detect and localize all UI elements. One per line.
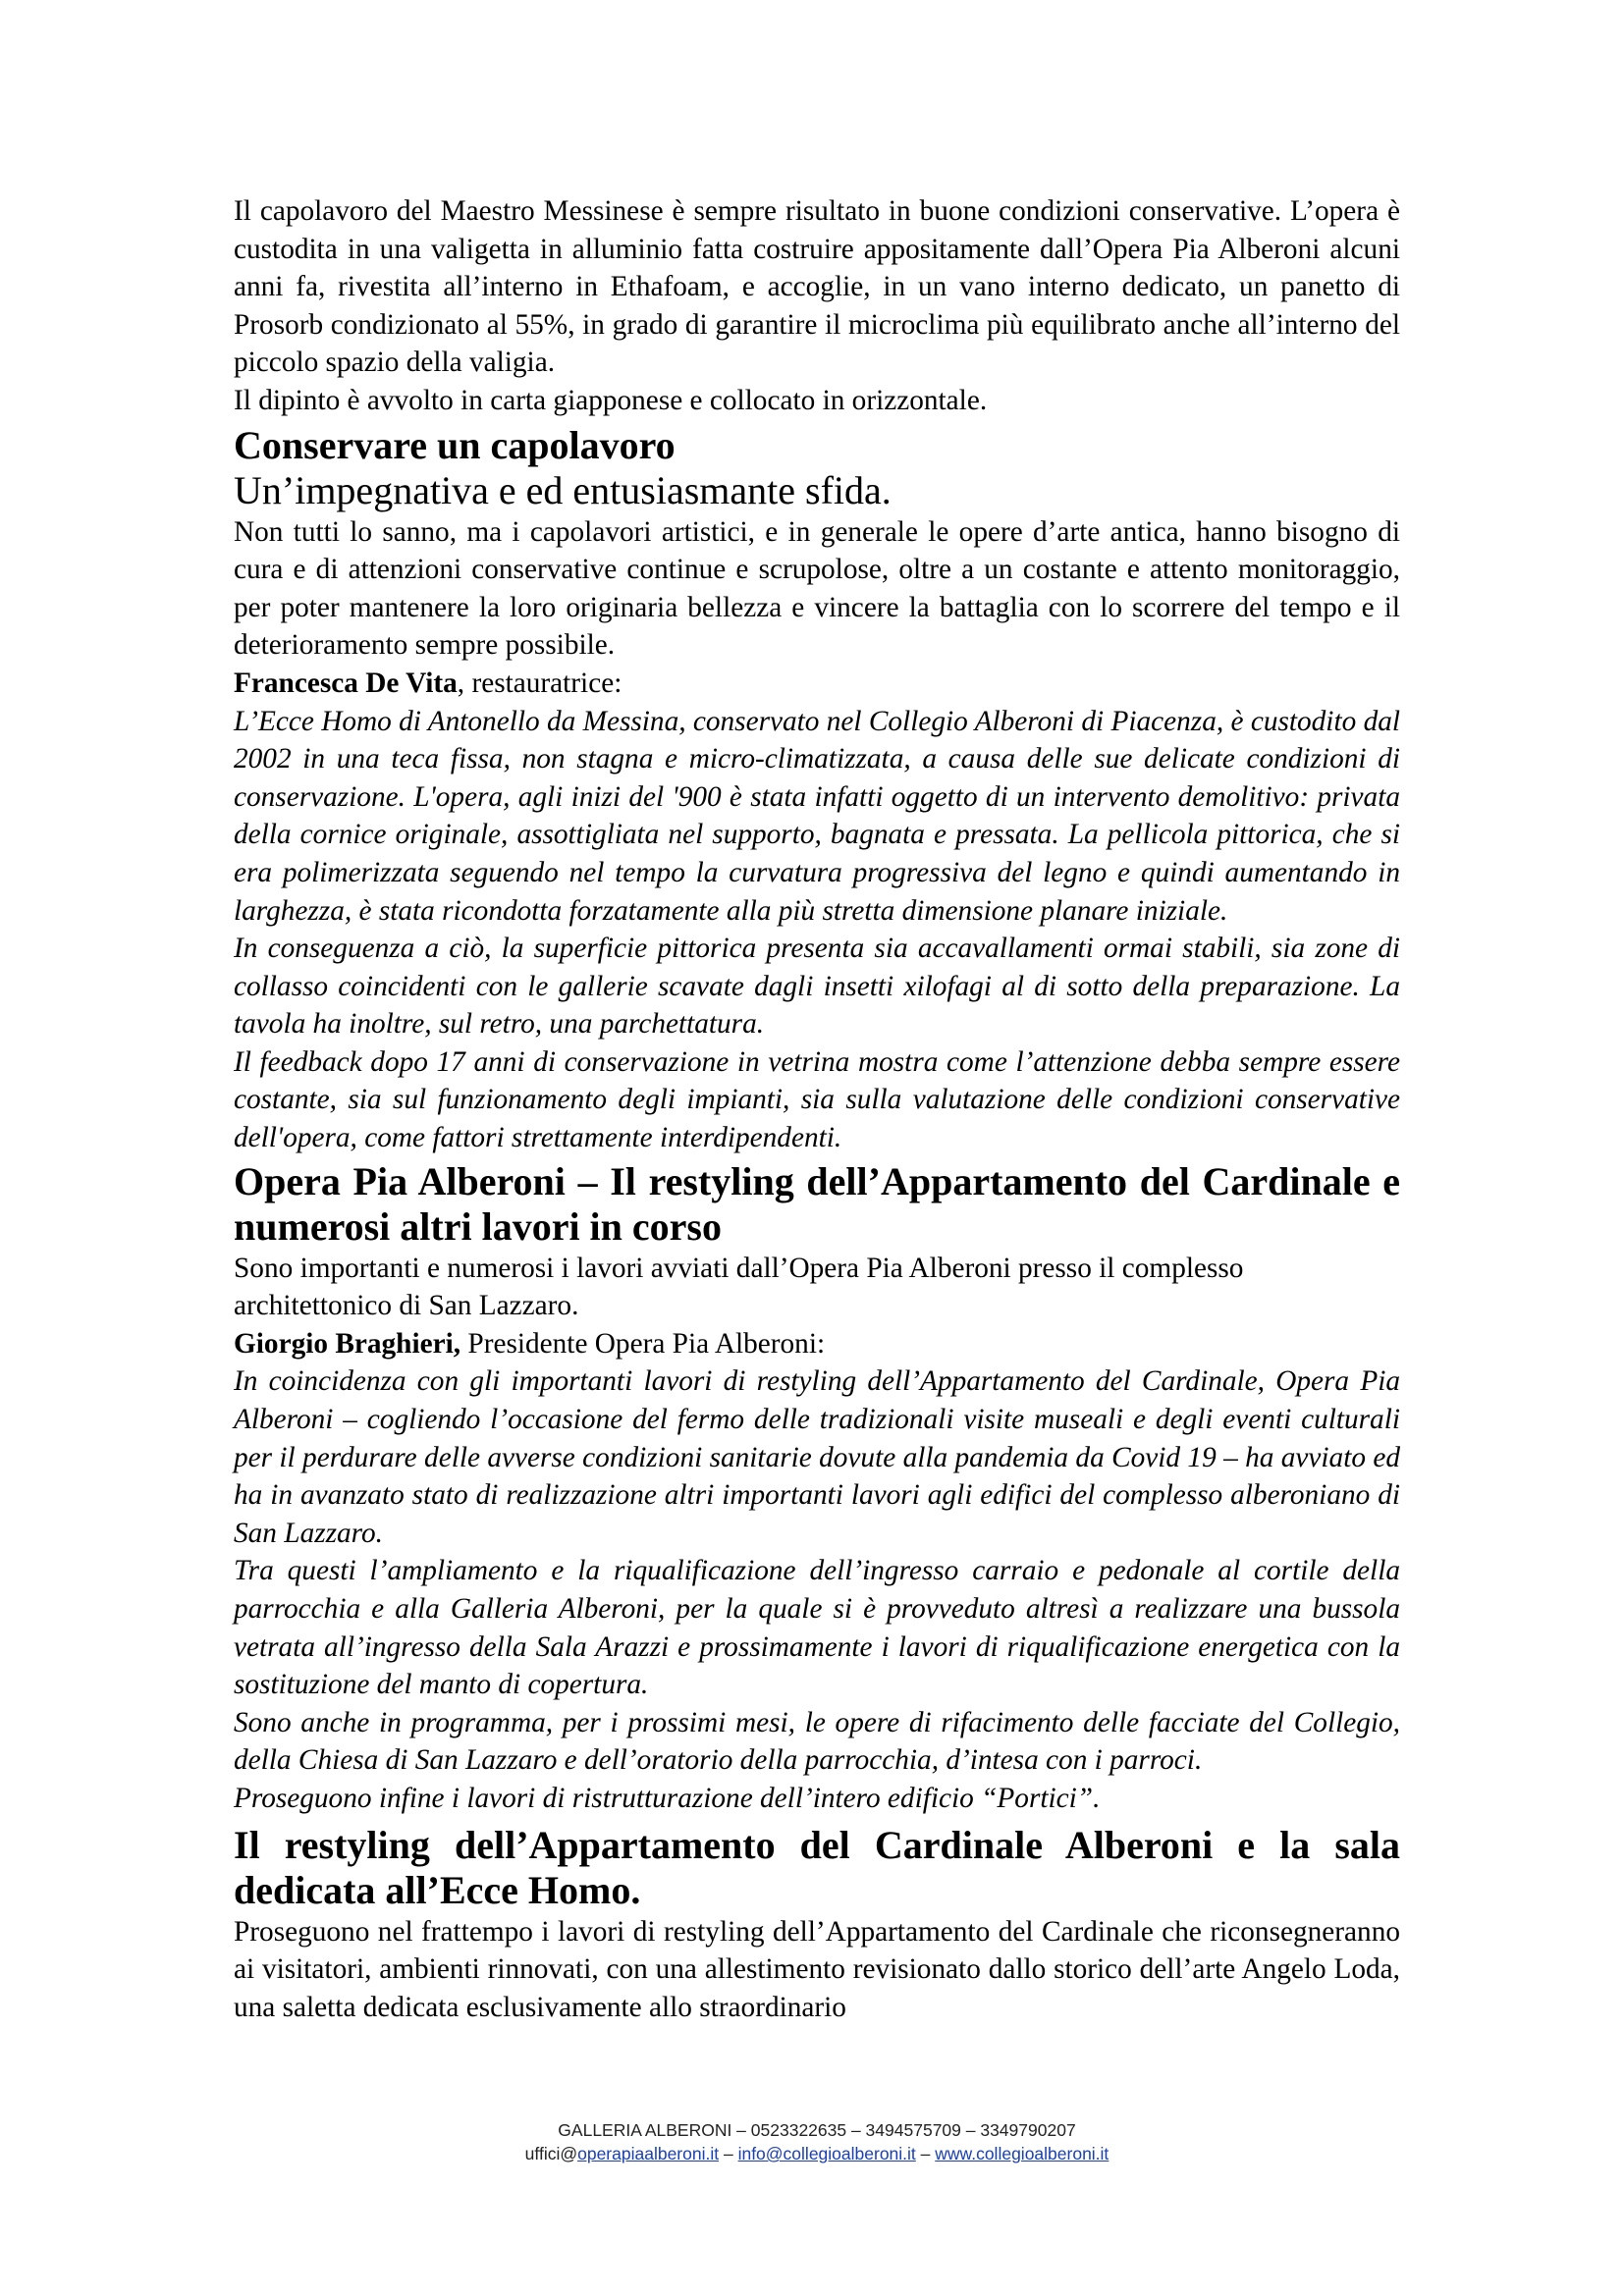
quote-paragraph: In conseguenza a ciò, la superficie pittorica presenta sia accavallamenti ormai stabili, sia zone di collasso coincidenti con le gallerie scavate dagli insetti xilofagi al di sotto della preparazione. La tavola ha inoltre, sul retro, una parchettatura.: [234, 933, 1400, 1041]
page-footer: [234, 2118, 1400, 2165]
speaker-role: , restauratrice:: [457, 667, 622, 699]
speaker-line: [234, 665, 1400, 703]
intro-paragraph: Il capolavoro del Maestro Messinese è sempre risultato in buone condizioni conservative. L’opera è custodita in una valigetta in alluminio fatta costruire appositamente dall’Opera Pia Alberoni alcuni anni fa, rivestita all’interno in Ethafoam, e accoglie, in un vano interno dedicato, un panetto di Prosorb condizionato al 55%, in grado di garantire il microclima più equilibrato anche all’interno del piccolo spazio della valigia.: [234, 195, 1400, 379]
footer-email-prefix: uffici@: [524, 2144, 578, 2163]
section-paragraph: Proseguono nel frattempo i lavori di restyling dell’Appartamento del Cardinale che riconsegneranno ai visitatori, ambienti rinnovati, con una allestimento revisionato dallo storico dell’arte Angelo Loda, una saletta dedicata esclusivamente allo straordinario: [234, 1915, 1400, 2023]
footer-website-link[interactable]: www.collegioalberoni.it: [935, 2144, 1109, 2163]
footer-email-domain-link[interactable]: operapiaalberoni.it: [577, 2144, 720, 2163]
quote-paragraph: Tra questi l’ampliamento e la riqualificazione dell’ingresso carraio e pedonale al cortile della parrocchia e alla Galleria Alberoni, per la quale si è provveduto altresì a realizzare una bussola vetrata all’ingresso della Sala Arazzi e prossimamente i lavori di riqualificazione energetica con la sostituzione del manto di copertura.: [234, 1555, 1400, 1701]
footer-separator: –: [719, 2144, 738, 2163]
quote-paragraph: L’Ecce Homo di Antonello da Messina, conservato nel Collegio Alberoni di Piacenza, è custodito dal 2002 in una teca fissa, non stagna e micro-climatizzata, a causa delle sue delicate condizioni di conservazione. L'opera, agli inizi del '900 è stata infatti oggetto di un intervento demolitivo: privata della cornice originale, assottigliata nel supporto, bagnata e pressata. La pellicola pittorica, che si era polimerizzata seguendo nel tempo la curvatura progressiva del legno e quindi aumentando in larghezza, è stata ricondotta forzatamente alla più stretta dimensione planare iniziale.: [234, 705, 1400, 927]
document-body: [234, 192, 1400, 2026]
footer-contacts: GALLERIA ALBERONI – 0523322635 – 3494575709 – 3349790207: [558, 2120, 1076, 2140]
section-heading-conservare: Conservare un capolavoro: [234, 422, 676, 467]
speaker-line: [234, 1325, 1400, 1363]
quote-paragraph: Il feedback dopo 17 anni di conservazione in vetrina mostra come l’attenzione debba sempre essere costante, sia sul funzionamento degli impianti, sia sulla valutazione delle condizioni conservative dell'opera, come fattori strettamente interdipendenti.: [234, 1045, 1400, 1154]
section-heading-opera-pia: Opera Pia Alberoni – Il restyling dell’Appartamento del Cardinale e numerosi altri lavori in corso: [234, 1158, 1400, 1249]
section-paragraph: Non tutti lo sanno, ma i capolavori artistici, e in generale le opere d’arte antica, hanno bisogno di cura e di attenzioni conservative continue e scrupolose, oltre a un costante e attento monitoraggio, per poter mantenere la loro originaria bellezza e vincere la battaglia con lo scorrere del tempo e il deterioramento sempre possibile.: [234, 515, 1400, 662]
quote-paragraph: Proseguono infine i lavori di ristrutturazione dell’intero edificio “Portici”.: [234, 1782, 1101, 1814]
section-subheading: Un’impegnativa e ed entusiasmante sfida.: [234, 467, 892, 512]
speaker-name: Giorgio Braghieri,: [234, 1327, 461, 1360]
speaker-role: Presidente Opera Pia Alberoni:: [460, 1327, 826, 1360]
footer-links: [234, 2142, 1400, 2165]
speaker-name: Francesca De Vita: [234, 667, 458, 699]
intro-paragraph-2: Il dipinto è avvolto in carta giapponese e collocato in orizzontale.: [234, 384, 988, 416]
quote-paragraph: Sono anche in programma, per i prossimi mesi, le opere di rifacimento delle facciate del Collegio, della Chiesa di San Lazzaro e dell’oratorio della parrocchia, d’intesa con i parroci.: [234, 1706, 1400, 1777]
section-heading-restyling: Il restyling dell’Appartamento del Cardinale Alberoni e la sala dedicata all’Ecce Homo.: [234, 1822, 1400, 1912]
footer-separator: –: [915, 2144, 936, 2163]
footer-email-link[interactable]: info@collegioalberoni.it: [737, 2144, 916, 2163]
section-paragraph: Sono importanti e numerosi i lavori avviati dall’Opera Pia Alberoni presso il complesso architettonico di San Lazzaro.: [234, 1252, 1244, 1322]
quote-paragraph: In coincidenza con gli importanti lavori di restyling dell’Appartamento del Cardinale, Opera Pia Alberoni – cogliendo l’occasione del fermo delle tradizionali visite museali e degli eventi culturali per il perdurare delle avverse condizioni sanitarie dovute alla pandemia da Covid 19 – ha avviato ed ha in avanzato stato di realizzazione altri importanti lavori agli edifici del complesso alberoniano di San Lazzaro.: [234, 1365, 1400, 1549]
